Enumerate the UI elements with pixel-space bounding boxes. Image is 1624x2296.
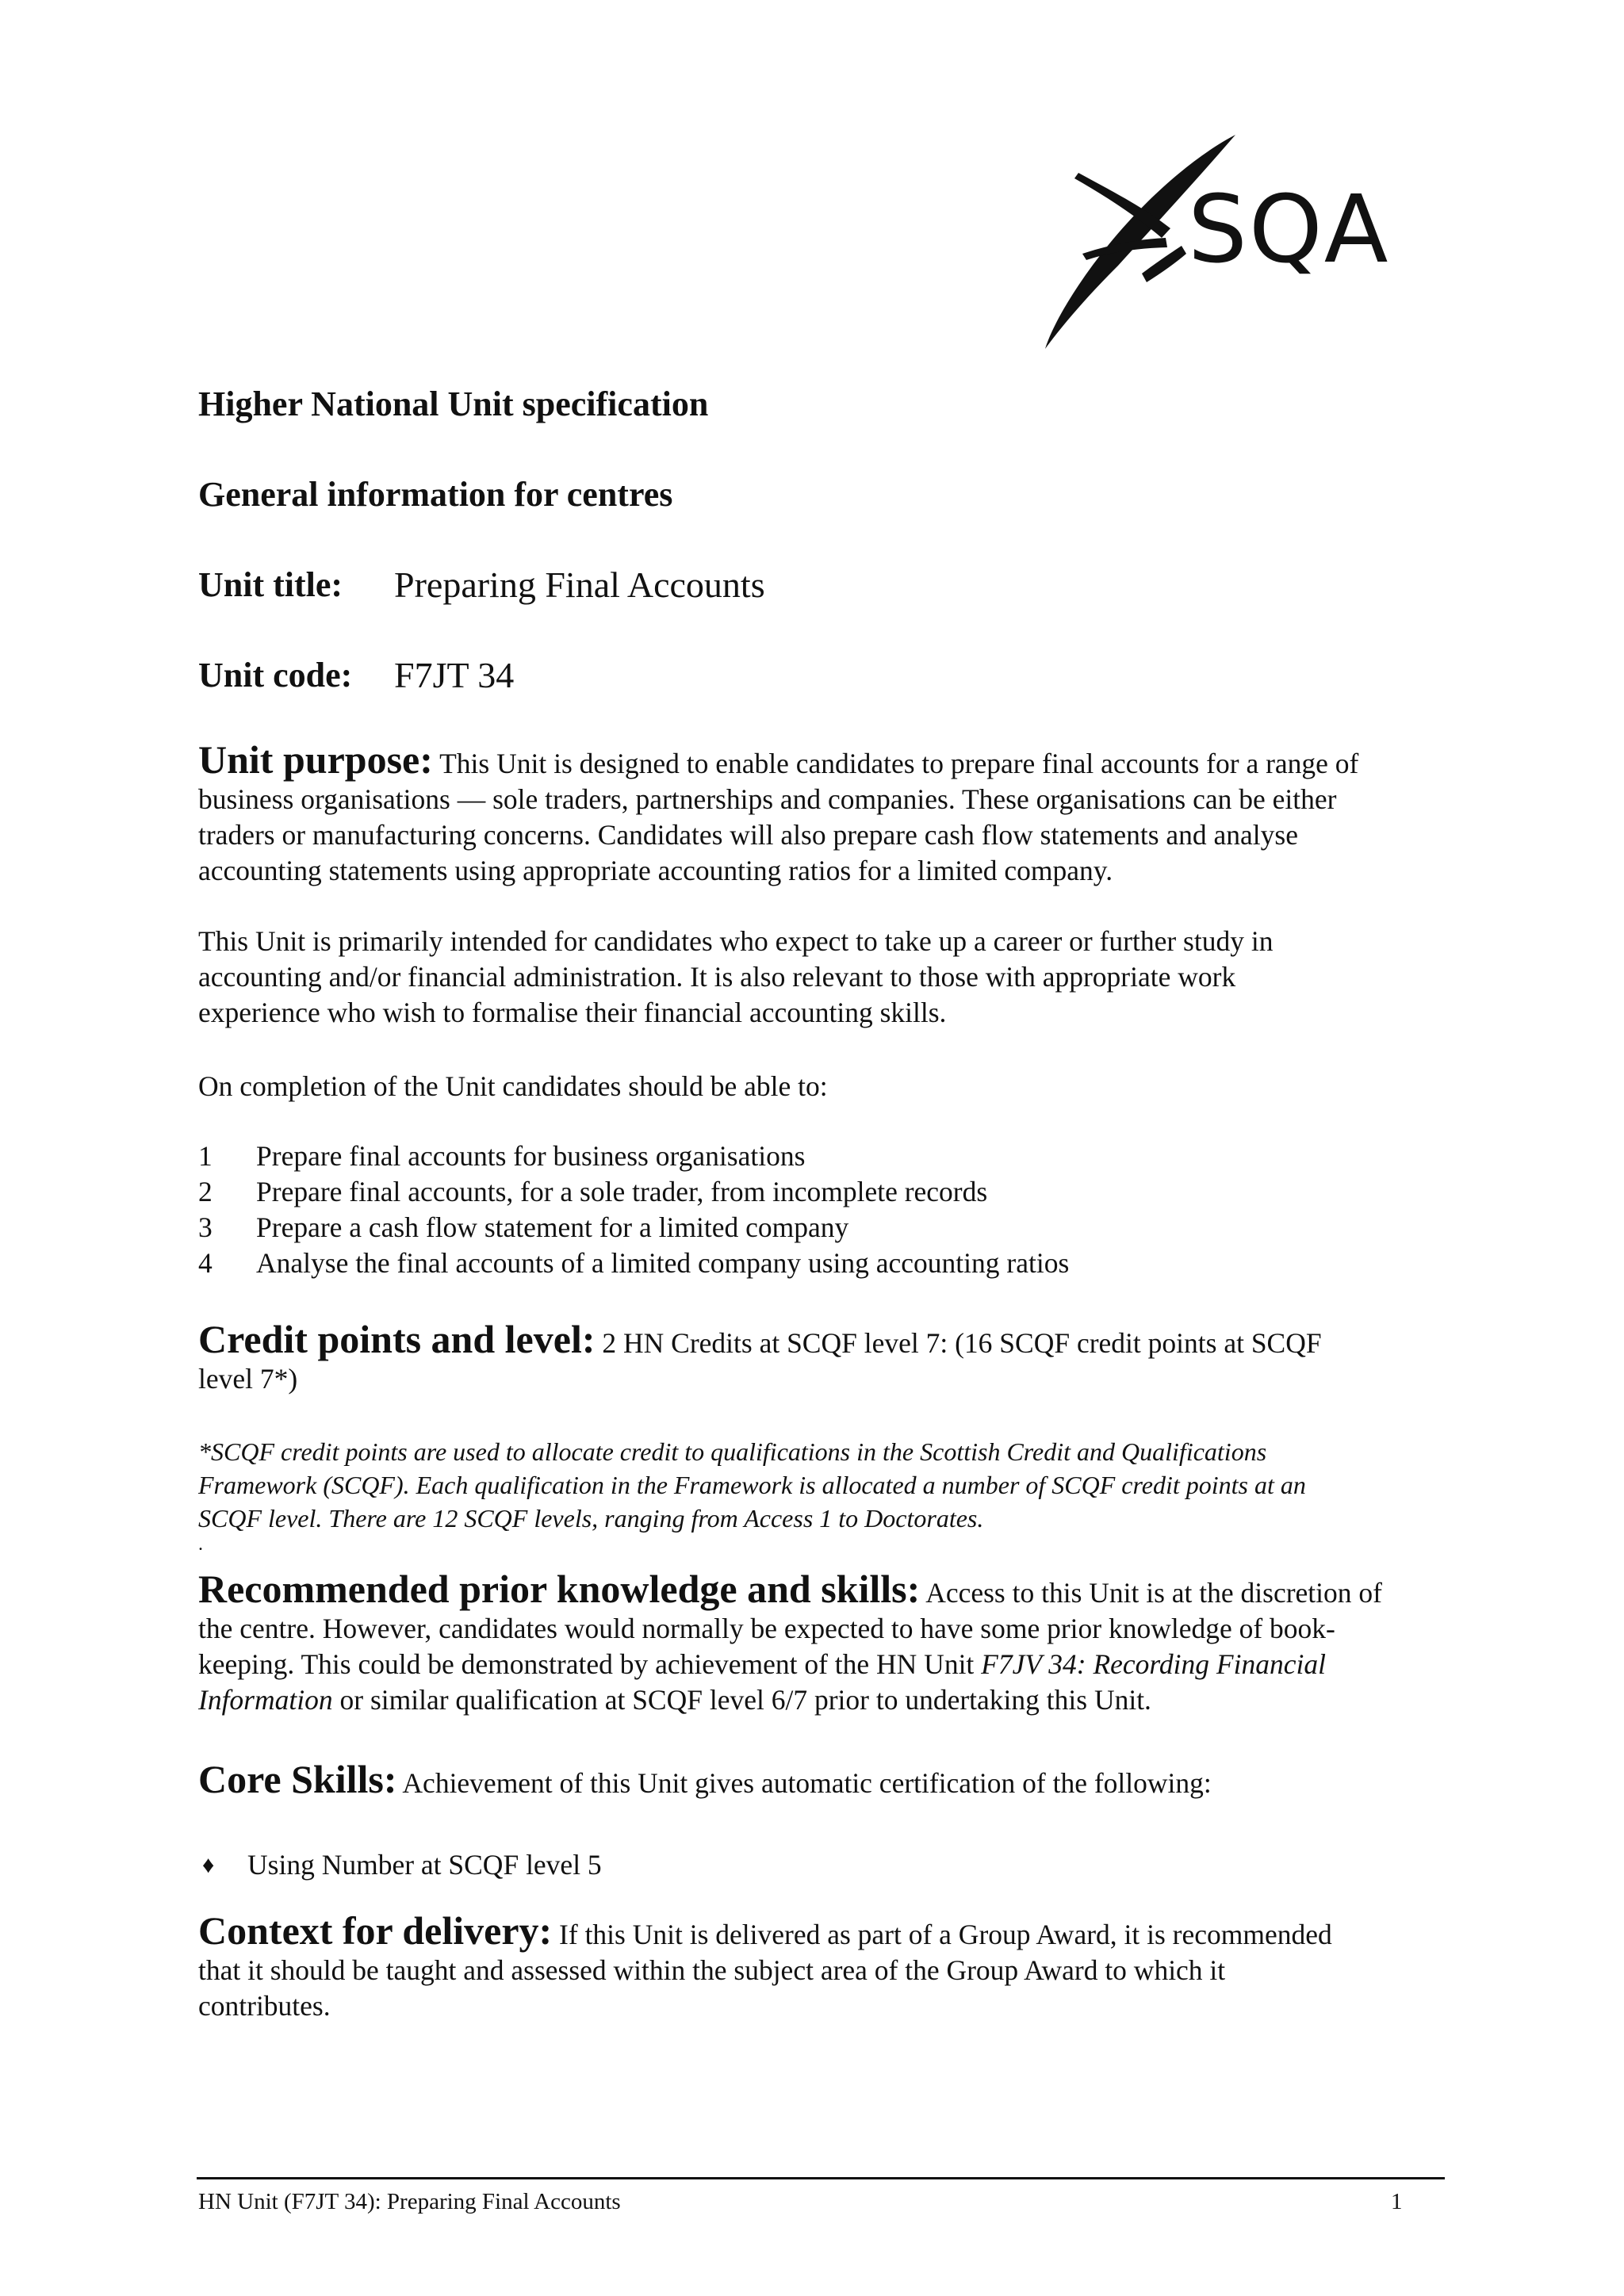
sqa-saltire-swoosh-icon [1031, 127, 1443, 357]
credit-label: Credit points and level: [198, 1317, 596, 1361]
unit-purpose-line-4: accounting statements using appropriate accounting ratios for a limited company. [198, 855, 1113, 886]
unit-title-value: Preparing Final Accounts [394, 564, 765, 605]
prior-unit-reference-cont: Information [198, 1684, 333, 1716]
stray-dot: . [198, 1534, 203, 1555]
unit-purpose-line-3: traders or manufacturing concerns. Candidates will also prepare cash flow statements and analyse [198, 819, 1298, 851]
credit-section [198, 1317, 1322, 1397]
footer-divider [197, 2177, 1445, 2179]
sqa-logo-text: SQA [1188, 174, 1390, 284]
unit-code-label: Unit code: [198, 656, 353, 695]
prior-line-4b: or similar qualification at SCQF level 6/7 prior to undertaking this Unit. [332, 1684, 1151, 1716]
completion-intro: On completion of the Unit candidates should be able to: [198, 1070, 828, 1102]
prior-line-1: Access to this Unit is at the discretion of [925, 1577, 1382, 1609]
spec-title: Higher National Unit specification [198, 385, 709, 423]
credit-line-1: 2 HN Credits at SCQF level 7: (16 SCQF credit points at SCQF [602, 1327, 1322, 1359]
outcome-text: Prepare a cash flow statement for a limited company [256, 1211, 849, 1243]
context-line-2: that it should be taught and assessed within the subject area of the Group Award to which it [198, 1954, 1226, 1986]
credit-line-2: level 7*) [198, 1363, 298, 1395]
context-line-1: If this Unit is delivered as part of a Group Award, it is recommended [559, 1919, 1332, 1950]
unit-purpose-line-1: This Unit is designed to enable candidates to prepare final accounts for a range of [439, 748, 1359, 779]
context-line-3: contributes. [198, 1990, 331, 2022]
outcome-text: Analyse the final accounts of a limited company using accounting ratios [256, 1247, 1070, 1279]
scqf-note [198, 1435, 1306, 1535]
unit-code-value: F7JT 34 [394, 655, 515, 695]
sqa-logo [1031, 127, 1443, 357]
footer-title: HN Unit (F7JT 34): Preparing Final Accounts [198, 2189, 621, 2214]
general-info-heading: General information for centres [198, 475, 673, 514]
context-section [198, 1908, 1332, 2024]
page-number: 1 [1391, 2189, 1403, 2214]
prior-knowledge-label: Recommended prior knowledge and skills: [198, 1567, 921, 1611]
unit-purpose-para-2 [198, 924, 1273, 1031]
scqf-note-line-2: Framework (SCQF). Each qualification in the Framework is allocated a number of SCQF credit points at an [198, 1471, 1306, 1499]
unit-purpose-label: Unit purpose: [198, 737, 433, 782]
outcome-text: Prepare final accounts for business organisations [256, 1140, 806, 1172]
core-skills-text: Achievement of this Unit gives automatic certification of the following: [402, 1767, 1212, 1799]
para2-line-2: accounting and/or financial administration. It is also relevant to those with appropriate work [198, 961, 1236, 993]
core-skills-item [198, 1847, 991, 1883]
scqf-note-line-3: SCQF level. There are 12 SCQF levels, ranging from Access 1 to Doctorates. [198, 1504, 984, 1533]
diamond-bullet-icon: ♦ [202, 1852, 215, 1878]
prior-knowledge-section [198, 1567, 1382, 1718]
outcome-number: 2 [198, 1176, 213, 1207]
core-skill-text: Using Number at SCQF level 5 [247, 1849, 602, 1881]
unit-purpose-section [198, 737, 1359, 889]
outcomes-list [198, 1138, 1388, 1281]
outcome-text: Prepare final accounts, for a sole trader, from incomplete records [256, 1176, 988, 1207]
scqf-note-line-1: *SCQF credit points are used to allocate credit to qualifications in the Scottish Credit and Qualifications [198, 1437, 1267, 1466]
prior-line-3a: keeping. This could be demonstrated by achievement of the HN Unit [198, 1648, 982, 1680]
core-skills-label: Core Skills: [198, 1757, 397, 1801]
para2-line-1: This Unit is primarily intended for candidates who expect to take up a career or further study in [198, 925, 1274, 957]
unit-title-label: Unit title: [198, 565, 343, 604]
para2-line-3: experience who wish to formalise their financial accounting skills. [198, 997, 947, 1028]
outcome-number: 3 [198, 1211, 213, 1243]
unit-purpose-line-2: business organisations — sole traders, partnerships and companies. These organisations can be either [198, 783, 1337, 815]
prior-unit-reference: F7JV 34: Recording Financial [981, 1648, 1326, 1680]
core-skills-section [198, 1757, 1212, 1801]
outcome-number: 1 [198, 1140, 213, 1172]
prior-line-2: the centre. However, candidates would normally be expected to have some prior knowledge of book- [198, 1613, 1335, 1644]
context-label: Context for delivery: [198, 1908, 553, 1953]
outcome-number: 4 [198, 1247, 213, 1279]
